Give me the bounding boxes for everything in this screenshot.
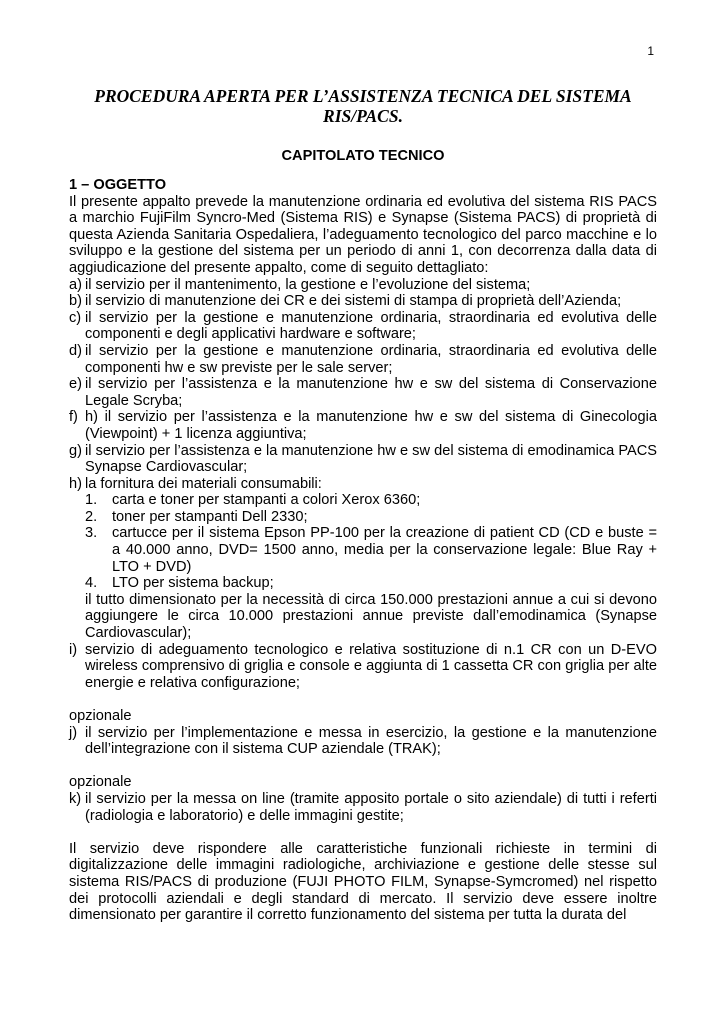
list-item-text: il servizio per la gestione e manutenzione ordinaria, straordinaria ed evolutiva delle componenti e degli applicativi hardware e software; xyxy=(85,309,657,343)
list-item-label: e) xyxy=(69,376,82,393)
list-item-text: il servizio per l’assistenza e la manutenzione hw e sw del sistema di emodinamica PACS Synapse Cardiovascular; xyxy=(85,442,657,476)
document-title: PROCEDURA APERTA PER L’ASSISTENZA TECNICA DEL SISTEMA RIS/PACS. xyxy=(94,86,632,126)
list-item-label: k) xyxy=(69,790,82,807)
spacer xyxy=(69,824,657,841)
list-item-d xyxy=(69,343,657,376)
list-item-text: il servizio per l’assistenza e la manutenzione hw e sw del sistema di Conservazione Legale Scryba; xyxy=(85,376,657,409)
list-item-c xyxy=(69,310,657,343)
spacer xyxy=(69,691,657,708)
list-item-label: c) xyxy=(69,309,82,326)
document-subtitle: CAPITOLATO TECNICO xyxy=(281,148,445,164)
list-item-label: d) xyxy=(69,342,82,359)
document-body xyxy=(69,177,657,924)
list-item-text: il servizio per la messa on line (tramite apposito portale o sito aziendale) di tutti i referti (radiologia e laboratorio) e delle immagini gestite; xyxy=(85,790,657,824)
list-item-a xyxy=(69,277,657,294)
sub-item-text: toner per stampanti Dell 2330; xyxy=(112,508,308,525)
sub-item-label: 1. xyxy=(85,492,98,509)
optional-label: opzionale xyxy=(69,774,132,791)
optional-label: opzionale xyxy=(69,708,132,724)
sub-item-4 xyxy=(69,575,657,592)
sub-item-1 xyxy=(69,492,657,509)
sub-item-label: 2. xyxy=(85,508,98,525)
list-item-text: il servizio per il mantenimento, la gestione e l’evoluzione del sistema; xyxy=(85,276,531,293)
sub-item-label: 4. xyxy=(85,575,98,592)
list-item-text: servizio di adeguamento tecnologico e relativa sostituzione di n.1 CR con un D-EVO wireless comprensivo di griglia e console e aggiunta di 1 cassetta CR con griglia per alte energie e relativa configurazione; xyxy=(85,641,657,691)
sub-item-3 xyxy=(69,525,657,575)
list-item-h xyxy=(69,476,657,493)
sub-item-2 xyxy=(69,509,657,526)
sub-item-label: 3. xyxy=(85,525,98,542)
list-item-text: il servizio di manutenzione dei CR e dei sistemi di stampa di proprietà dell’Azienda; xyxy=(85,293,622,310)
list-item-label: j) xyxy=(69,724,78,741)
page-number: 1 xyxy=(647,44,654,58)
list-item-b xyxy=(69,293,657,310)
list-item-label: i) xyxy=(69,641,78,658)
list-item-text: il servizio per la gestione e manutenzione ordinaria, straordinaria ed evolutiva delle componenti hw e sw previste per le sale server; xyxy=(85,342,657,376)
list-item-e xyxy=(69,376,657,409)
sub-item-text: LTO per sistema backup; xyxy=(112,575,274,592)
consumables-note: il tutto dimensionato per la necessità di circa 150.000 prestazioni annue a cui si devono aggiungere le circa 10.000 prestazioni annue previste dall’emodinamica (Synapse Cardiovascular); xyxy=(85,591,657,642)
sub-item-text: carta e toner per stampanti a colori Xerox 6360; xyxy=(112,492,421,509)
list-item-f xyxy=(69,409,657,442)
list-item-g xyxy=(69,443,657,476)
intro-paragraph: Il presente appalto prevede la manutenzione ordinaria ed evolutiva del sistema RIS PACS a marchio FujiFilm Syncro-Med (Sistema RIS) e Synapse (Sistema PACS) di proprietà di questa Azienda Sanitaria Ospedaliera, l’adeguamento tecnologico del parco macchine e lo sviluppo e la gestione del sistema per un periodo di anni 1, con decorrenza dalla data di aggiudicazione del presente appalto, come di seguito dettagliato: xyxy=(69,193,657,276)
spacer xyxy=(69,758,657,775)
list-item-label: a) xyxy=(69,276,82,293)
section-heading: 1 – OGGETTO xyxy=(69,177,167,193)
list-item-k xyxy=(69,791,657,824)
list-item-label: b) xyxy=(69,293,82,310)
list-item-text: il servizio per l’implementazione e messa in esercizio, la gestione e la manutenzione dell’integrazione con il sistema CUP aziendale (TRAK); xyxy=(85,724,657,758)
list-item-label: g) xyxy=(69,442,82,459)
list-item-text: h) il servizio per l’assistenza e la manutenzione hw e sw del sistema di Ginecologia (Viewpoint) + 1 licenza aggiuntiva; xyxy=(85,409,657,442)
list-item-i xyxy=(69,642,657,692)
list-item-label: f) xyxy=(69,409,78,426)
sub-item-text: cartucce per il sistema Epson PP-100 per la creazione di patient CD (CD e buste = a 40.000 anno, DVD= 1500 anno, media per la conservazione legale: Blue Ray + LTO + DVD) xyxy=(112,525,657,575)
list-item-text: la fornitura dei materiali consumabili: xyxy=(85,475,322,492)
list-item-label: h) xyxy=(69,475,82,492)
closing-paragraph: Il servizio deve rispondere alle caratteristiche funzionali richieste in termini di digitalizzazione delle immagini radiologiche, archiviazione e gestione delle stesse sul sistema RIS/PACS di produzione (FUJI PHOTO FILM, Synapse-Symcromed) nel rispetto dei protocolli aziendali e degli standard di mercato. Il servizio deve essere inoltre dimensionato per garantire il corretto funzionamento del sistema per tutta la durata del xyxy=(69,840,657,924)
list-item-j xyxy=(69,725,657,758)
